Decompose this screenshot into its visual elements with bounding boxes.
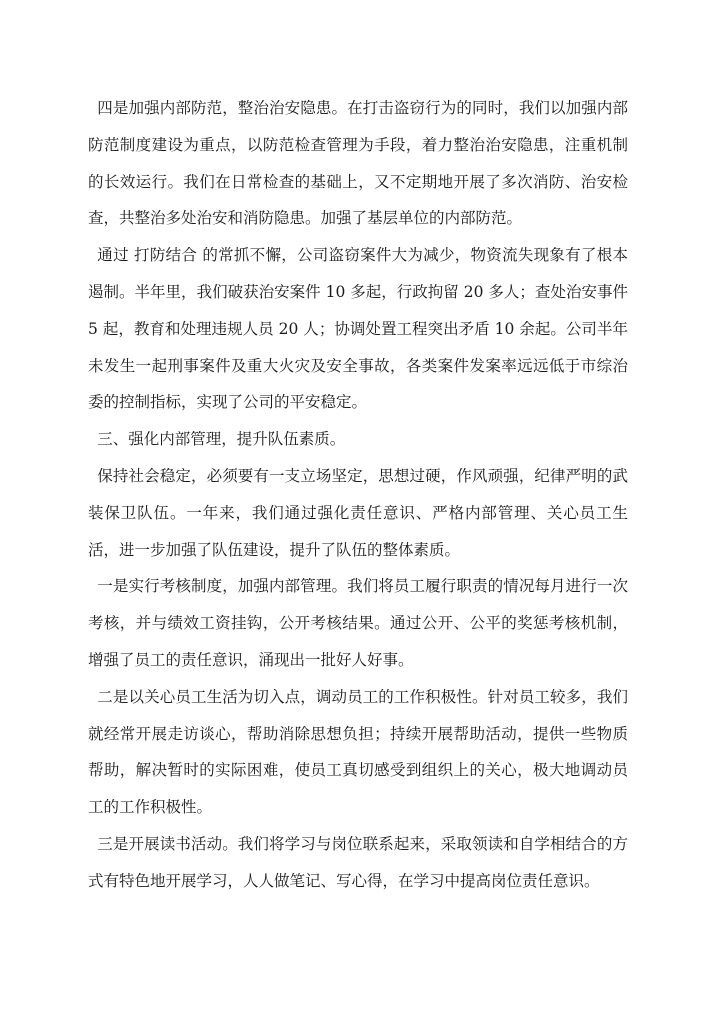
- paragraph-results-summary: 通过 打防结合 的常抓不懈，公司盗窃案件大为减少，物资流失现象有了根本遏制。半年里，我们破获治安案件 10 多起，行政拘留 20 多人；查处治安事件 5 起，教育和处理违规人员 20 人；协调处置工程突出矛盾 10 余起。公司半年未发生一起刑事案件及重大火灾及安全事故，各类案件发案率远远低于市综治委的控制指标，实现了公司的平安稳定。: [88, 246, 628, 412]
- paragraph-team-building: 保持社会稳定，必须要有一支立场坚定，思想过硬，作风顽强，纪律严明的武装保卫队伍。一年来，我们通过强化责任意识、严格内部管理、关心员工生活，进一步加强了队伍建设，提升了队伍的整体素质。: [88, 466, 628, 559]
- paragraph-employee-care: 二是以关心员工生活为切入点，调动员工的工作积极性。针对员工较多，我们就经常开展走访谈心，帮助消除思想负担；持续开展帮助活动，提供一些物质帮助，解决暂时的实际困难，使员工真切感受到组织上的关心，极大地调动员工的工作积极性。: [88, 687, 628, 817]
- paragraph-reading-activity: 三是开展读书活动。我们将学习与岗位联系起来，采取领读和自学相结合的方式有特色地开展学习，人人做笔记、写心得，在学习中提高岗位责任意识。: [88, 834, 628, 890]
- paragraph-assessment-system: 一是实行考核制度，加强内部管理。我们将员工履行职责的情况每月进行一次考核，并与绩效工资挂钩，公开考核结果。通过公开、公平的奖惩考核机制，增强了员工的责任意识，涌现出一批好人好事。: [88, 577, 628, 669]
- paragraph-internal-prevention: 四是加强内部防范，整治治安隐患。在打击盗窃行为的同时，我们以加强内部防范制度建设为重点，以防范检查管理为手段，着力整治治安隐患，注重机制的长效运行。我们在日常检查的基础上，又不定期地开展了多次消防、治安检查，共整治多处治安和消防隐患。加强了基层单位的内部防范。: [88, 99, 628, 228]
- document-body: [88, 90, 628, 900]
- section-heading-internal-management: 三、强化内部管理，提升队伍素质。: [97, 430, 346, 449]
